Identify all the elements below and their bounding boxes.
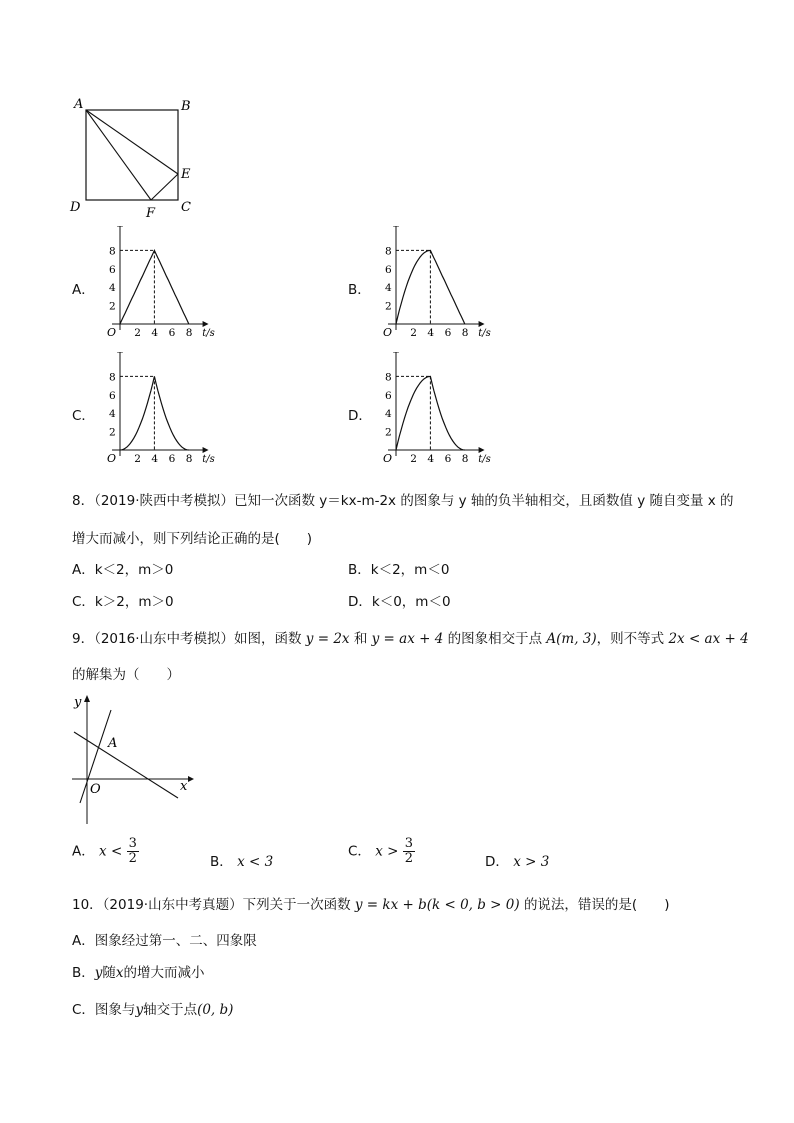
x-tick-label: 4 <box>427 453 435 465</box>
q9-mid2: ，则不等式 <box>596 631 665 647</box>
q9-option-b[interactable] <box>210 850 273 870</box>
x-axis-label: t/s <box>202 328 215 339</box>
q10-option-b[interactable] <box>72 961 205 981</box>
q8-stem-line2: 增大而减小，则下列结论正确的是( ) <box>72 531 313 547</box>
label-c: C <box>181 200 191 215</box>
label-a: A <box>74 97 84 112</box>
q9-option-c[interactable] <box>348 837 415 866</box>
q9-option-c-letter: C． <box>348 843 371 860</box>
q10-suffix: 的说法，错误的是( ) <box>523 897 670 913</box>
q7-option-a-graph <box>98 226 228 344</box>
label-d: D <box>70 200 81 215</box>
x-tick-label: 8 <box>185 453 193 465</box>
y-tick-label: 2 <box>109 300 116 313</box>
x-axis-arrow-icon <box>479 447 485 453</box>
x-tick-label: 8 <box>461 327 469 339</box>
q9-option-a-lhs: x < <box>99 843 123 860</box>
q7-option-b-letter[interactable]: B． <box>348 282 371 298</box>
q10-formula: y = kx + b(k < 0, b > 0) <box>354 897 520 913</box>
q10-option-c[interactable] <box>72 998 233 1018</box>
q9-point: A(m, 3) <box>546 631 597 647</box>
q9-stem-line2: 的解集为（ ） <box>72 667 180 683</box>
q10-option-b-y: y <box>94 965 103 981</box>
x-tick-label: 2 <box>410 327 417 339</box>
y-tick-label: 2 <box>109 426 116 439</box>
y-tick-label: 8 <box>109 245 116 258</box>
q8-option-d[interactable]: D．k＜0，m＜0 <box>348 594 451 610</box>
q10-option-c-y: y <box>135 1002 144 1018</box>
q9-option-c-lhs: x > <box>375 843 399 860</box>
x-tick-label: 8 <box>185 327 193 339</box>
y-tick-label: 6 <box>385 389 392 402</box>
q9-option-d[interactable] <box>485 850 549 870</box>
q10-prefix: 10．（2019·山东中考真题）下列关于一次函数 <box>72 897 351 913</box>
q7-option-d-letter[interactable]: D． <box>348 408 372 424</box>
q8-option-b[interactable]: B．k＜2，m＜0 <box>348 562 450 578</box>
origin-label: O <box>383 326 393 339</box>
q10-option-c-point: (0, b) <box>197 1002 234 1018</box>
q9-func2: y = ax + 4 <box>371 631 444 647</box>
y-tick-label: 4 <box>109 282 116 295</box>
q9-mid: 的图象相交于点 <box>447 631 543 647</box>
x-tick-label: 6 <box>168 327 176 339</box>
q8-option-c[interactable]: C．k＞2，m＞0 <box>72 594 174 610</box>
q10-option-b-x: x <box>115 965 124 981</box>
q10-option-c-pre: C．图象与 <box>72 1002 136 1018</box>
q7-option-a-letter[interactable]: A． <box>72 282 95 298</box>
q10-option-c-mid: 轴交于点 <box>143 1002 198 1018</box>
q7-option-d-graph <box>374 352 504 470</box>
q7-option-c-graph <box>98 352 228 470</box>
x-tick-label: 6 <box>444 327 452 339</box>
origin-label: O <box>107 326 117 339</box>
x-tick-label: 8 <box>461 453 469 465</box>
q7-option-b-graph <box>374 226 504 344</box>
x-tick-label: 2 <box>410 453 417 465</box>
q9-fig-a: A <box>108 736 118 751</box>
x-axis-arrow-icon <box>203 321 209 327</box>
q10-option-a[interactable]: A．图象经过第一、二、四象限 <box>72 933 257 949</box>
q8-option-a[interactable]: A．k＜2，m＞0 <box>72 562 174 578</box>
q9-prefix: 9．（2016·山东中考模拟）如图，函数 <box>72 631 302 647</box>
x-tick-label: 4 <box>427 327 435 339</box>
y-tick-label: 8 <box>109 371 116 384</box>
y-tick-label: 6 <box>109 263 116 276</box>
q9-option-d-expr: x > 3 <box>513 854 550 870</box>
x-tick-label: 6 <box>444 453 452 465</box>
y-tick-label: 4 <box>109 408 116 421</box>
q9-option-b-expr: x < 3 <box>237 854 274 870</box>
y-tick-label: 2 <box>385 300 392 313</box>
y-tick-label: 4 <box>385 408 392 421</box>
x-axis-label: t/s <box>478 454 491 465</box>
fraction-3-over-2: $\frac{3}{2}$ <box>128 836 137 866</box>
q9-fig-y: y <box>74 695 82 710</box>
q9-option-a-letter: A． <box>72 843 95 860</box>
q9-option-a[interactable] <box>72 837 139 866</box>
label-f: F <box>146 206 156 220</box>
x-tick-label: 2 <box>134 327 141 339</box>
y-tick-label: 6 <box>385 263 392 276</box>
q9-fig-x: x <box>180 779 188 794</box>
x-tick-label: 4 <box>151 327 159 339</box>
q7-option-c-letter[interactable]: C． <box>72 408 95 424</box>
label-b: B <box>181 99 191 114</box>
y-tick-label: 8 <box>385 371 392 384</box>
x-tick-label: 2 <box>134 453 141 465</box>
q8-stem-line1: 8．（2019·陕西中考模拟）已知一次函数 y＝kx-m-2x 的图象与 y 轴的负半轴相交，且函数值 y 随自变量 x 的 <box>72 493 734 509</box>
x-tick-label: 6 <box>168 453 176 465</box>
fraction-3-over-2: $\frac{3}{2}$ <box>404 836 414 866</box>
q9-option-d-letter: D． <box>485 854 509 870</box>
x-axis-label: t/s <box>478 328 491 339</box>
q9-fig-origin: O <box>90 782 101 797</box>
x-axis-arrow-icon <box>479 321 485 327</box>
y-tick-label: 4 <box>385 282 392 295</box>
q10-option-b-end: 的增大而减小 <box>123 965 205 981</box>
q9-figure <box>68 690 198 830</box>
label-e: E <box>181 167 191 182</box>
q9-stem-line1 <box>72 627 749 647</box>
y-tick-label: 8 <box>385 245 392 258</box>
x-tick-label: 4 <box>151 453 159 465</box>
q9-option-b-letter: B． <box>210 854 233 870</box>
y-tick-label: 2 <box>385 426 392 439</box>
x-axis-arrow-icon <box>203 447 209 453</box>
square-abcd-figure <box>66 94 200 220</box>
q9-inequality: 2x < ax + 4 <box>668 631 749 647</box>
q10-stem <box>72 893 669 913</box>
y-tick-label: 6 <box>109 389 116 402</box>
origin-label: O <box>383 452 393 465</box>
q10-option-b-letter: B． <box>72 965 95 981</box>
q9-and: 和 <box>353 631 368 647</box>
q9-func1: y = 2x <box>305 631 350 647</box>
q10-option-b-mid: 随 <box>102 965 116 981</box>
x-axis-label: t/s <box>202 454 215 465</box>
origin-label: O <box>107 452 117 465</box>
